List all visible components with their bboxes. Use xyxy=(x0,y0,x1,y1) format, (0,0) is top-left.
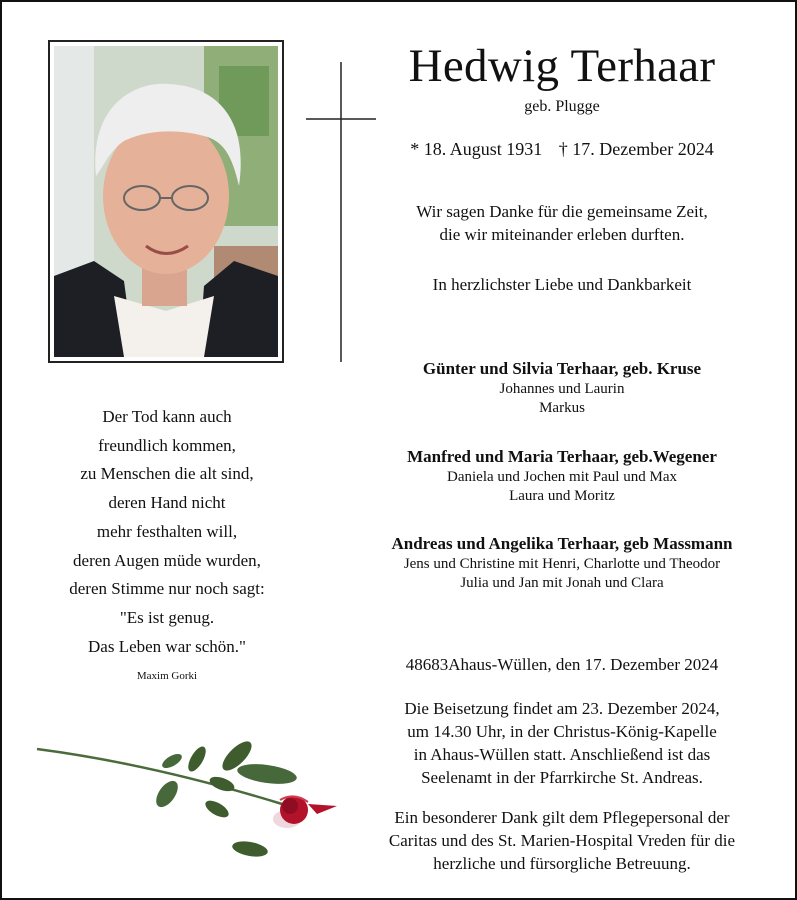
birth-name: geb. Plugge xyxy=(524,98,600,115)
birth-date: * 18. August 1931 xyxy=(410,139,543,159)
family-block xyxy=(362,533,762,593)
family-member-line: Laura und Moritz xyxy=(509,488,615,504)
portrait-photo xyxy=(54,46,278,357)
poem-line: "Es ist genug. xyxy=(119,607,215,627)
funeral-line: Die Beisetzung findet am 23. Dezember 2024, xyxy=(404,699,720,718)
portrait-photo-frame xyxy=(48,40,284,363)
thanks-line: die wir miteinander erleben durften. xyxy=(439,225,685,244)
funeral-line: Seelenamt in der Pfarrkirche St. Andreas. xyxy=(421,768,703,787)
family-head: Günter und Silvia Terhaar, geb. Kruse xyxy=(422,359,702,378)
family-member-line: Johannes und Laurin xyxy=(499,381,625,397)
poem-line: deren Hand nicht xyxy=(108,493,226,513)
poem-line: freundlich kommen, xyxy=(98,435,236,455)
poem-line: zu Menschen die alt sind, xyxy=(80,464,254,484)
family-member-line: Daniela und Jochen mit Paul und Max xyxy=(447,469,677,485)
poem xyxy=(42,403,292,661)
death-date: † 17. Dezember 2024 xyxy=(558,139,714,159)
poem-line: mehr festhalten will, xyxy=(96,521,238,541)
funeral-line: um 14.30 Uhr, in der Christus-König-Kapelle xyxy=(407,722,717,741)
thanks-text xyxy=(362,200,762,246)
poem-line: deren Stimme nur noch sagt: xyxy=(69,579,265,599)
poem-line: Das Leben war schön." xyxy=(88,636,246,656)
poem-author: Maxim Gorki xyxy=(136,670,198,682)
poem-line: deren Augen müde wurden, xyxy=(73,550,261,570)
life-dates xyxy=(362,138,762,160)
family-head: Andreas und Angelika Terhaar, geb Massmann xyxy=(391,534,733,553)
poem-line: Der Tod kann auch xyxy=(102,407,232,426)
family-block xyxy=(362,358,762,418)
gratitude-line: Ein besonderer Dank gilt dem Pflegepersonal der xyxy=(394,808,730,827)
family-member-line: Markus xyxy=(539,400,585,416)
place-date: 48683Ahaus-Wüllen, den 17. Dezember 2024 xyxy=(405,655,719,674)
gratitude-line: Caritas und des St. Marien-Hospital Vreden für die xyxy=(388,831,736,850)
family-head: Manfred und Maria Terhaar, geb.Wegener xyxy=(407,447,717,466)
family-member-line: Jens und Christine mit Henri, Charlotte und Theodor xyxy=(403,556,721,572)
rose-icon xyxy=(32,724,348,874)
love-line: In herzlichster Liebe und Dankbarkeit xyxy=(432,275,692,294)
funeral-line: in Ahaus-Wüllen statt. Anschließend ist das xyxy=(413,745,711,764)
thanks-line: Wir sagen Danke für die gemeinsame Zeit, xyxy=(416,202,708,221)
gratitude-text xyxy=(362,806,762,875)
family-block xyxy=(362,446,762,506)
family-member-line: Julia und Jan mit Jonah und Clara xyxy=(460,575,664,591)
deceased-name: Hedwig Terhaar xyxy=(408,40,716,92)
funeral-info xyxy=(362,697,762,789)
gratitude-line: herzliche und fürsorgliche Betreuung. xyxy=(433,854,691,873)
